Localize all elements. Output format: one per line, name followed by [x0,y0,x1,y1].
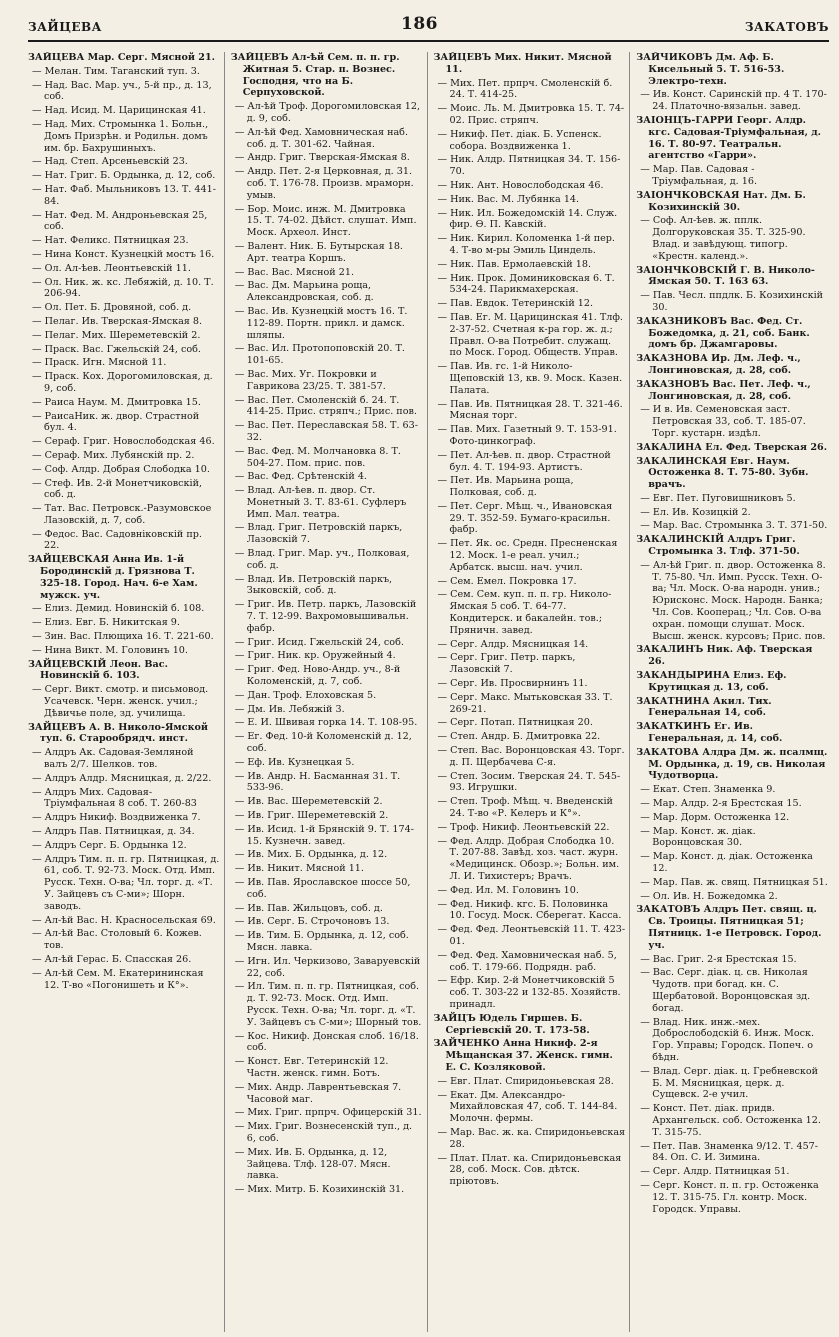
directory-entry: — Конст. Пет. діак. придв. Архангельск. соб. Остоженка 12. Т. 315-75. [636,1103,828,1138]
directory-entry: — Ил. Тим. п. п. гр. Пятницкая, соб. д. Т. 92-73. Моск. Отд. Имп. Русск. Техн. О-ва; Чл. торг. д. «Т. У. Зайцевъ съ С-ми»; Шорный тов. [231,981,423,1028]
directory-entry: — Серг. Викт. смотр. и письмовод. Усачевск. Черн. женск. учил.; Дѣвичье поле, зд. училища. [28,684,220,719]
directory-entry: — Ник. Ил. Божедомскій 14. Служ. фир. Ө. П. Кавскій. [434,208,626,232]
directory-entry: — Ив. Тим. Б. Ордынка, д. 12, соб. Мясн. лавка. [231,930,423,954]
directory-entry: — Ал-ѣй Сем. М. Екатерининская 12. Т-во «Погонишеть и К°». [28,968,220,992]
directory-entry: — Алдръ Пав. Пятницкая, д. 34. [28,826,220,838]
directory-entry: — Ол. Ив. Н. Божедомка 2. [636,891,828,903]
directory-entry: — Никиф. Пет. діак. Б. Успенск. собора. Воздвиженка 1. [434,129,626,153]
directory-entry: — Серг. Григ. Петр. паркъ, Лазовскій 7. [434,652,626,676]
directory-entry: — Мих. Митр. Б. Козихинскій 31. [231,1184,423,1196]
directory-entry: — Алдръ Тим. п. п. гр. Пятницкая, д. 61, соб. Т. 92-73. Моск. Отд. Имп. Русск. Техн. О-ва; Чл. торг. д. «Т. У. Зайцевъ съ С-ми»; Шорн. заводъ. [28,854,220,913]
directory-entry: — Вас. Мих. Уг. Покровки и Гавриковa 23/25. Т. 381-57. [231,369,423,393]
directory-surname-entry: ЗАЙЧЕНКО Анна Никиф. 2-я Мѣщанская 37. Женск. гимн. Е. С. Козляковой. [433,1038,613,1073]
directory-entry: — Мелан. Тим. Таганский туп. 3. [28,66,220,78]
directory-entry: — Фед. Фед. Хамовническая наб. 5, соб. Т. 179-66. Подрядн. раб. [434,950,626,974]
directory-entry: — Степ. Андр. Б. Дмитровка 22. [434,731,626,743]
directory-entry: — Ал-ѣй Григ. п. двор. Остоженка 8. Т. 75-80. Чл. Имп. Русск. Техн. О-ва; Чл. Моск. О-ва народн. унив.; Юрисконс. Моск. Народн. Банка; Чл. Сов. Кооперац.; Чл. Сов. О-ва охран. помощи слушат. Моск. Высш. женск. курсовъ; Прис. пов. [636,560,828,643]
directory-entry: — Ол. Пет. Б. Дровяной, соб. д. [28,302,220,314]
directory-entry: — Вас. Григ. 2-я Брестская 15. [636,954,828,966]
directory-entry: — Степ. Зосим. Тверская 24. Т. 545-93. Игрушки. [434,771,626,795]
directory-surname-entry: ЗАКАНДЫРИНА Елиз. Еф. Крутицкая д. 13, соб. [636,670,787,693]
directory-entry: — Алдръ Мих. Садовая-Тріумфальная 8 соб. Т. 260-83 [28,787,220,811]
directory-entry: — Ег. Фед. 10-й Коломенскій д. 12, соб. [231,731,423,755]
directory-entry: — Нина Конст. Кузнецкій мостъ 16. [28,249,220,261]
directory-entry: — Еф. Ив. Кузнецкая 5. [231,757,423,769]
directory-entry: — Пет. Як. ос. Средн. Пресненская 12. Моск. 1-е реал. учил.; Арбатск. высш. нач. учил. [434,538,626,573]
directory-entry: — Вас. Ил. Протопоповскій 20. Т. 101-65. [231,343,423,367]
directory-entry: — Ив. Серг. Б. Строчоновъ 13. [231,916,423,928]
directory-entry: — Пет. Серг. Мѣщ. ч., Ивановская 29. Т. 352-59. Бумаго-красильн. фабр. [434,501,626,536]
directory-surname-entry: ЗАЙЦЕВЪ А. В. Николо-Ямской туп. 6. Старообрядч. инст. [28,721,209,745]
directory-entry: — Ник. Кирил. Коломенка 1-й пер. 4. Т-во м-ры Эмиль Циндель. [434,233,626,257]
directory-surname-entry: ЗАЙЦЕВА Мар. Серг. Мясной 21. [28,52,215,63]
directory-entry: — Ник. Ант. Новослободская 46. [434,180,626,192]
directory-entry: — Екат. Степ. Знаменка 9. [636,784,828,796]
directory-entry: — Нина Викт. М. Головинъ 10. [28,645,220,657]
directory-entry: — Серг. Алдр. Мясницкая 14. [434,639,626,651]
directory-entry: — Алдръ Серг. Б. Ордынка 12. [28,840,220,852]
directory-entry: — Екат. Дм. Александро-Михайловская 47, соб. Т. 144-84. Молочн. фермы. [434,1090,626,1125]
directory-entry: — Евг. Пет. Пуговишниковъ 5. [636,493,828,505]
directory-entry: — Ив. Вас. Шереметевскій 2. [231,796,423,808]
directory-entry: — Пав. Ив. Пятницкая 28. Т. 321-46. Мясная торг. [434,399,626,423]
directory-entry: — Мих. Андр. Лаврентьевская 7. Часовой маг. [231,1082,423,1106]
directory-entry: — Ив. Григ. Шереметевскій 2. [231,810,423,822]
directory-entry: — Ив. Пав. Жильцовъ, соб. д. [231,903,423,915]
directory-surname-entry: ЗАЙЦЕВСКАЯ Анна Ив. 1-й Бородинскій д. Грязнова Т. 325-18. Город. Нач. 6-е Хам. мужск. уч. [28,554,198,601]
directory-entry: — Игн. Ил. Черкизово, Заваруевскій 22, соб. [231,956,423,980]
directory-entry: — Ал-ѣй Троф. Дорогомиловская 12, д. 9, соб. [231,101,423,125]
directory-entry: — Нат. Феликс. Пятницкая 23. [28,235,220,247]
directory-entry: — Серг. Макс. Мытьковская 33. Т. 269-21. [434,692,626,716]
directory-entry: — Ал-ѣй Фед. Хамовническая наб. соб. д. Т. 301-62. Чайная. [231,127,423,151]
directory-entry: — Елиз. Евг. Б. Никитская 9. [28,617,220,629]
directory-surname-entry: ЗАКАТКИНЪ Ег. Ив. Генеральная, д. 14, соб. [636,721,783,745]
directory-entry: — Фед. Фед. Леонтьевскій 11. Т. 423-01. [434,924,626,948]
directory-entry: — Пав. Ег. М. Царицинская 41. Тлф. 2-37-52. Счетная к-ра гор. ж. д.; Правл. О-ва Потребит. служащ. по Моск. Город. Обществ. Управ. [434,312,626,359]
directory-entry: — Влад. Ал-ѣев. п. двор. Ст. Монетный 3. Т. 83-61. Суфлеръ Имп. Мал. театра. [231,485,423,520]
directory-entry: — Соф. Ал-ѣев. ж. пплк. Долгоруковская 35. Т. 325-90. Влад. и завѣдующ. типогр. «Крестн. календ.». [636,215,828,262]
directory-entry: — Ол. Ал-ѣев. Леонтьевскій 11. [28,263,220,275]
directory-entry: — Пелаг. Ив. Тверская-Ямская 8. [28,316,220,328]
directory-entry: — Елиз. Демид. Новинскій б. 108. [28,603,220,615]
directory-entry: — Алдръ Никиф. Воздвиженка 7. [28,812,220,824]
column-4 [636,52,832,1332]
directory-surname-entry: ЗАІОНЦЪ-ГАРРИ Георг. Алдр. кгс. Садовая-Тріумфальная, д. 16. Т. 80-97. Театральн. агентство «Гарри». [636,114,822,162]
directory-entry: — Григ. Ник. кр. Оружейный 4. [231,650,423,662]
directory-entry: — Андр. Григ. Тверская-Ямская 8. [231,152,423,164]
directory-entry: — Мар. Дорм. Остоженка 12. [636,812,828,824]
directory-entry: — Григ. Ив. Петр. паркъ, Лазовскій 7. Т. 12-99. Вахромовышивальн. фабр. [231,599,423,634]
directory-entry: — Пав. Ив. гс. 1-й Николо-Щеповскій 13, кв. 9. Моск. Казен. Палата. [434,361,626,396]
directory-entry: — Нат. Фаб. Мыльниковъ 13. Т. 441-84. [28,184,220,208]
directory-entry: — Вас. Вас. Мясной 21. [231,267,423,279]
directory-entry: — Пав. Чесл. ппдлк. Б. Козихинскій 30. [636,290,828,314]
directory-entry: — Дм. Ив. Лебяжій 3. [231,704,423,716]
directory-surname-entry: ЗАЙЦЪ Юдель Гиршев. Б. Сергіевскій 20. Т. 173-58. [433,1012,590,1036]
directory-entry: — Влад. Григ. Петровскій паркъ, Лазовскій 7. [231,522,423,546]
directory-entry: — Ник. Алдр. Пятницкая 34. Т. 156-70. [434,154,626,178]
directory-entry: — Ив. Андр. Н. Басманная 31. Т. 533-96. [231,771,423,795]
directory-entry: — Ив. Конст. Саринскій пр. 4 Т. 170-24. Платочно-вязальн. завед. [636,89,828,113]
directory-surname-entry: ЗАКАЗНИКОВЪ Вас. Фед. Ст. Божедомка, д. 21, соб. Банк. домъ бр. Джамгаровы. [636,315,810,351]
directory-surname-entry: ЗАКАТНИНА Акил. Тих. Генеральная 14, соб. [636,695,772,719]
directory-entry: — Фед. Никиф. кгс. Б. Половинка 10. Госуд. Моск. Сберегат. Касса. [434,899,626,923]
directory-entry: — Сераф. Григ. Новослободская 46. [28,436,220,448]
directory-entry: — Моис. Ль. М. Дмитровка 15. Т. 74-02. Прис. стряпч. [434,103,626,127]
directory-entry: — Фед. Алдр. Добрая Слободка 10. Т. 207-88. Завѣд. хоз. част. журн. «Медицинск. Обозр.»; Больн. им. Л. И. Тихистеръ; Врачъ. [434,836,626,883]
directory-entry: — Влад. Григ. Мар. уч., Полковая, соб. д. [231,548,423,572]
directory-entry: — Тат. Вас. Петровск.-Разумовское Лазовскій, д. 7, соб. [28,503,220,527]
directory-entry: — Мих. Ив. Б. Ордынка, д. 12, Зайцева. Тлф. 128-07. Мясн. лавка. [231,1147,423,1182]
column-2 [231,52,428,1332]
directory-entry: — Кос. Никиф. Донская слоб. 16/18. соб. [231,1031,423,1055]
directory-entry: — Пав. Мих. Газетный 9. Т. 153-91. Фото-цинкограф. [434,424,626,448]
directory-surname-entry: ЗАЙЦЕВСКІЙ Леон. Вас. Новинскій б. 103. [28,658,168,682]
page-header [0,0,839,42]
directory-entry: — Вас. Дм. Марьина роща, Александровская, соб. д. [231,280,423,304]
directory-entry: — Степ. Троф. Мѣщ. ч. Введенскій 24. Т-во «Р. Келеръ и К°». [434,796,626,820]
page-number: 186 [401,14,438,34]
directory-entry: — Над. Мих. Стромынка 1. Больн., Домъ Призрѣн. и Родильн. домъ им. бр. Бахрушиныхъ. [28,119,220,154]
directory-entry: — Серг. Ив. Просвирнинъ 11. [434,678,626,690]
directory-entry: — Андр. Пет. 2-я Церковная, д. 31. соб. Т. 176-78. Произв. мраморн. умыв. [231,166,423,201]
directory-entry: — Евг. Плат. Спиридоньевская 28. [434,1076,626,1088]
directory-entry: — Пелаг. Мих. Шереметевскій 2. [28,330,220,342]
directory-entry: — Ив. Пав. Ярославское шоссе 50, соб. [231,877,423,901]
directory-surname-entry: ЗАКАЛИНСКІЙ Алдръ Григ. Стромынка 3. Тлф. 371-50. [636,534,800,558]
directory-entry: — Ив. Никит. Мясной 11. [231,863,423,875]
directory-entry: — Федос. Вас. Садовніковскій пр. 22. [28,529,220,553]
directory-entry: — Праск. Вас. Гжельскій 24, соб. [28,344,220,356]
directory-surname-entry: ЗАЙЦЕВЪ Мих. Никит. Мясной 11. [433,52,612,75]
directory-entry: — Мар. Вас. ж. ка. Спиридоньевская 28. [434,1127,626,1151]
directory-entry: — Раиса Наум. М. Дмитровка 15. [28,397,220,409]
directory-entry: — Над. Вас. Мар. уч., 5-й пр., д. 13, соб. [28,80,220,104]
directory-entry: — Алдръ Алдр. Мясницкая, д. 2/22. [28,773,220,785]
directory-entry: — Стеф. Ив. 2-й Монетчиковскій, соб. д. [28,478,220,502]
directory-surname-entry: ЗАІОНЧКОВСКІЙ Г. В. Николо-Ямская 50. Т. 163 63. [636,264,815,288]
directory-surname-entry: ЗАКАЗНОВА Ир. Дм. Леф. ч., Лонгиновская, д. 28, соб. [636,353,801,376]
directory-entry: — Сем. Сем. куп. п. п. гр. Николо-Ямская 5 соб. Т. 64-77. Кондитерск. и бакалейн. тов.; Пряничн. завед. [434,589,626,636]
directory-entry: — Мар. Конст. д. діак. Остоженка 12. [636,851,828,875]
directory-surname-entry: ЗАЙЧИКОВЪ Дм. Аф. Б. Кисельный 5. Т. 516-53. Электро-техн. [636,52,785,87]
directory-entry: — Плат. Плат. ка. Спиридоньевская 28, соб. Моск. Сов. дѣтск. пріютовъ. [434,1153,626,1188]
directory-entry: — Соф. Алдр. Добрая Слободка 10. [28,464,220,476]
column-1 [28,52,225,1332]
directory-entry: — Пет. Ал-ѣев. п. двор. Страстной бул. 4. Т. 194-93. Артистъ. [434,450,626,474]
directory-columns [28,52,832,1332]
directory-surname-entry: ЗАІОНЧКОВСКАЯ Нат. Дм. Б. Козихинскій 30. [636,189,806,213]
directory-entry: — Алдръ Ак. Садовая-Земляной валъ 2/7. Шелков. тов. [28,747,220,771]
directory-entry: — Дан. Троф. Елоховская 5. [231,690,423,702]
directory-entry: — Сераф. Мих. Лубянскій пр. 2. [28,450,220,462]
directory-entry: — Мар. Пав. ж. свящ. Пятницкая 51. [636,877,828,889]
directory-entry: — Мар. Вас. Стромынка 3. Т. 371-50. [636,520,828,532]
directory-entry: — И в. Ив. Семеновская заст. Петровская 33, соб. Т. 185-07. Торг. кустарн. издѣл. [636,404,828,439]
directory-entry: — Е. И. Швивая горка 14. Т. 108-95. [231,717,423,729]
directory-surname-entry: ЗАКАЛИНА Ел. Фед. Тверская 26. [636,441,828,453]
directory-entry: — Ник. Вас. М. Лубянка 14. [434,194,626,206]
directory-surname-entry: ЗАКАЗНОВЪ Вас. Пет. Леф. ч., Лонгиновская, д. 28, соб. [636,378,811,402]
directory-entry: — Ал-ѣй Вас. Н. Красносельская 69. [28,915,220,927]
directory-entry: — Вас. Ив. Кузнецкій мостъ 16. Т. 112-89. Портн. прикл. и дамск. шляпы. [231,306,423,341]
directory-entry: — Вас. Пет. Смоленскій б. 24. Т. 414-25. Прис. стряпч.; Прис. пов. [231,395,423,419]
directory-entry: — Мар. Алдр. 2-я Брестская 15. [636,798,828,810]
directory-entry: — Ник. Пав. Ермолаевскій 18. [434,259,626,271]
directory-entry: — Влад. Ник. инж.-мех. Доброслободскій 6. Инж. Моск. Гор. Управы; Городск. Попеч. о бѣдн. [636,1017,828,1064]
directory-surname-entry: ЗАКАТОВА Алдра Дм. ж. псалмщ. М. Ордынка, д. 19, св. Николая Чудотворца. [636,746,828,782]
directory-entry: — Ив. Мих. Б. Ордынка, д. 12. [231,849,423,861]
directory-entry: — Вас. Фед. Срѣтенскій 4. [231,471,423,483]
directory-entry: — Мих. Григ. прпрч. Офицерскій 31. [231,1107,423,1119]
directory-entry: — Зин. Вас. Плющиха 16. Т. 221-60. [28,631,220,643]
directory-entry: — Фед. Ил. М. Головинъ 10. [434,885,626,897]
directory-entry: — Ив. Исид. 1-й Брянскій 9. Т. 174-15. Кузнечн. завед. [231,824,423,848]
directory-entry: — Серг. Потап. Пятницкая 20. [434,717,626,729]
directory-entry: — Влад. Серг. діак. ц. Гребневской Б. М. Мясницкая, церк. д. Сущевск. 2-е учил. [636,1066,828,1101]
directory-entry: — Мар. Пав. Садовая - Тріумфальная, д. 16. [636,164,828,188]
directory-entry: — Серг. Алдр. Пятницкая 51. [636,1166,828,1178]
directory-entry: — Праск. Кох. Дорогомиловская, д. 9, соб. [28,371,220,395]
header-rule [28,40,829,42]
directory-entry: — Ел. Ив. Козицкій 2. [636,507,828,519]
directory-entry: — Ал-ѣй Герас. Б. Спасская 26. [28,954,220,966]
running-head-left: ЗАЙЦЕВА [28,20,102,34]
directory-surname-entry: ЗАКАЛИНЪ Ник. Аф. Тверская 26. [636,644,813,668]
directory-entry: — Ефр. Кир. 2-й Монетчиковскій 5 соб. Т. 303-22 и 132-85. Хозяйств. принадл. [434,975,626,1010]
directory-entry: — Нат. Фед. М. Андроньевская 25, соб. [28,210,220,234]
directory-entry: — Пав. Евдок. Тетеринскій 12. [434,298,626,310]
directory-entry: — Над. Исид. М. Царицинская 41. [28,105,220,117]
directory-entry: — Григ. Исид. Гжельскій 24, соб. [231,637,423,649]
directory-entry: — Сем. Емел. Покровка 17. [434,576,626,588]
directory-entry: — Валент. Ник. Б. Бутырская 18. Арт. театра Коршъ. [231,241,423,265]
directory-entry: — Конст. Евг. Тетеринскій 12. Частн. женск. гимн. Ботъ. [231,1056,423,1080]
directory-entry: — РаисаНик. ж. двор. Страстной бул. 4. [28,411,220,435]
directory-entry: — Ник. Прок. Доминиковская 6. Т. 534-24. Парикмахерская. [434,273,626,297]
directory-entry: — Мих. Пет. прпрч. Смоленскій б. 24. Т. 414-25. [434,78,626,102]
directory-entry: — Ал-ѣй Вас. Столовый 6. Кожев. тов. [28,928,220,952]
directory-entry: — Пет. Пав. Знаменка 9/12. Т. 457-84. Оп. С. И. Зимина. [636,1141,828,1165]
directory-entry: — Вас. Фед. М. Молчановка 8. Т. 504-27. Пом. прис. пов. [231,446,423,470]
directory-entry: — Григ. Фед. Ново-Андр. уч., 8-й Коломенскій, д. 7, соб. [231,664,423,688]
directory-entry: — Троф. Никиф. Леонтьевскій 22. [434,822,626,834]
directory-surname-entry: ЗАКАТОВЪ Алдръ Пет. свящ. ц. Св. Троицы. Пятницкая 51; Пятницк. 1-е Петровск. Город. уч. [636,904,822,951]
directory-entry: — Праск. Игн. Мясной 11. [28,357,220,369]
directory-entry: — Нат. Григ. Б. Ордынка, д. 12, соб. [28,170,220,182]
column-3 [434,52,631,1332]
directory-surname-entry: ЗАЙЦЕВЪ Ал-ѣй Сем. п. п. гр. Житная 5. Стар. п. Вознес. Господня, что на Б. Серпуховской. [230,52,400,99]
directory-entry: — Мар. Конст. ж. діак. Воронцовская 30. [636,826,828,850]
directory-entry: — Серг. Конст. п. п. гр. Остоженка 12. Т. 315-75. Гл. контр. Моск. Городск. Управы. [636,1180,828,1215]
directory-entry: — Над. Степ. Арсеньевскій 23. [28,156,220,168]
directory-entry: — Ол. Ник. ж. кс. Лебяжій, д. 10. Т. 206-94. [28,277,220,301]
directory-entry: — Вас. Пет. Переславская 58. Т. 63-32. [231,420,423,444]
directory-entry: — Влад. Ив. Петровскій паркъ, Зыковскій, соб. д. [231,574,423,598]
directory-entry: — Степ. Вас. Воронцовская 43. Торг. д. П. Щербачева С-я. [434,745,626,769]
directory-entry: — Бор. Моис. инж. М. Дмитровка 15. Т. 74-02. Дѣйст. слушат. Имп. Моск. Археол. Инст. [231,204,423,239]
directory-entry: — Пет. Ив. Марьина роща, Полковая, соб. д. [434,475,626,499]
running-head-right: ЗАКАТОВЪ [744,20,829,34]
directory-entry: — Вас. Серг. діак. ц. св. Николая Чудотв. при богад. кн. С. Щербатовой. Воронцовская зд. богад. [636,967,828,1014]
directory-entry: — Мих. Григ. Вознесенскій туп., д. 6, соб. [231,1121,423,1145]
directory-surname-entry: ЗАКАЛИНСКАЯ Евг. Наум. Остоженка 8. Т. 75-80. Зубн. врачъ. [636,455,809,491]
